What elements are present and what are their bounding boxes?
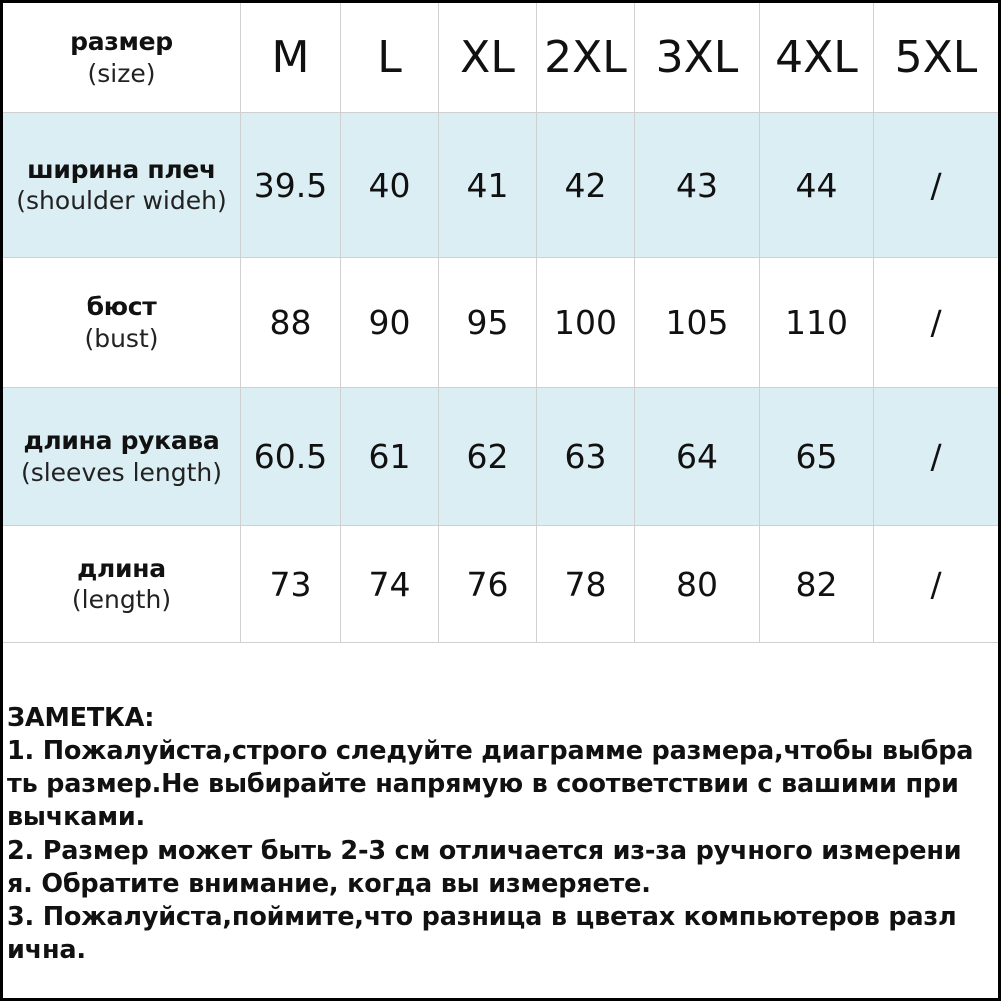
table-cell: 90: [341, 258, 439, 388]
table-cell: /: [874, 388, 998, 526]
size-header-2xl: 2XL: [537, 3, 635, 113]
table-cell: 60.5: [241, 388, 341, 526]
size-header-l: L: [341, 3, 439, 113]
header-label-ru: размер: [70, 27, 173, 57]
size-header-5xl: 5XL: [874, 3, 998, 113]
table-cell: 80: [635, 526, 760, 643]
table-cell: 42: [537, 113, 635, 258]
notes-line: я. Обратите внимание, когда вы измеряете.: [7, 868, 651, 899]
notes-line: 2. Размер может быть 2-3 см отличается из-за ручного измерени: [7, 835, 962, 866]
row-label-shoulder: [3, 113, 241, 258]
table-cell: /: [874, 113, 998, 258]
table-cell: 95: [439, 258, 537, 388]
notes-line: ична.: [7, 934, 86, 965]
table-cell: 63: [537, 388, 635, 526]
table-cell: 105: [635, 258, 760, 388]
table-cell: 40: [341, 113, 439, 258]
table-cell: 64: [635, 388, 760, 526]
notes-line: 3. Пожалуйста,поймите,что разница в цветах компьютеров разл: [7, 901, 957, 932]
table-cell: 78: [537, 526, 635, 643]
notes-title: ЗАМЕТКА:: [7, 703, 155, 733]
table-cell: 62: [439, 388, 537, 526]
table-cell: 65: [760, 388, 874, 526]
header-size-label: [3, 3, 241, 113]
row-label-ru: длина рукава: [23, 426, 220, 456]
notes-line: ть размер.Не выбирайте напрямую в соответствии с вашими при: [7, 769, 959, 800]
row-label-en: (shoulder wideh): [16, 186, 227, 215]
table-cell: 76: [439, 526, 537, 643]
table-cell: 82: [760, 526, 874, 643]
row-label-ru: ширина плеч: [27, 154, 216, 184]
table-cell: 100: [537, 258, 635, 388]
table-cell: /: [874, 526, 998, 643]
row-label-ru: бюст: [86, 292, 157, 322]
size-header-3xl: 3XL: [635, 3, 760, 113]
table-cell: 44: [760, 113, 874, 258]
table-cell: 43: [635, 113, 760, 258]
table-cell: 73: [241, 526, 341, 643]
row-label-ru: длина: [77, 553, 166, 583]
row-label-length: [3, 526, 241, 643]
size-chart-table: [3, 3, 998, 643]
row-label-en: (sleeves length): [20, 457, 223, 487]
notes-line: 1. Пожалуйста,строго следуйте диаграмме размера,чтобы выбра: [7, 736, 974, 767]
table-cell: /: [874, 258, 998, 388]
row-label-en: (bust): [84, 323, 159, 353]
notes-line: вычками.: [7, 802, 146, 833]
table-cell: 39.5: [241, 113, 341, 258]
size-header-m: M: [241, 3, 341, 113]
row-label-bust: [3, 258, 241, 388]
table-cell: 61: [341, 388, 439, 526]
row-label-en: (length): [71, 585, 172, 614]
table-cell: 41: [439, 113, 537, 258]
table-cell: 74: [341, 526, 439, 643]
size-header-4xl: 4XL: [760, 3, 874, 113]
notes-section: [7, 702, 992, 967]
header-label-en: (size): [87, 58, 156, 88]
table-cell: 110: [760, 258, 874, 388]
table-cell: 88: [241, 258, 341, 388]
row-label-sleeves: [3, 388, 241, 526]
size-header-xl: XL: [439, 3, 537, 113]
